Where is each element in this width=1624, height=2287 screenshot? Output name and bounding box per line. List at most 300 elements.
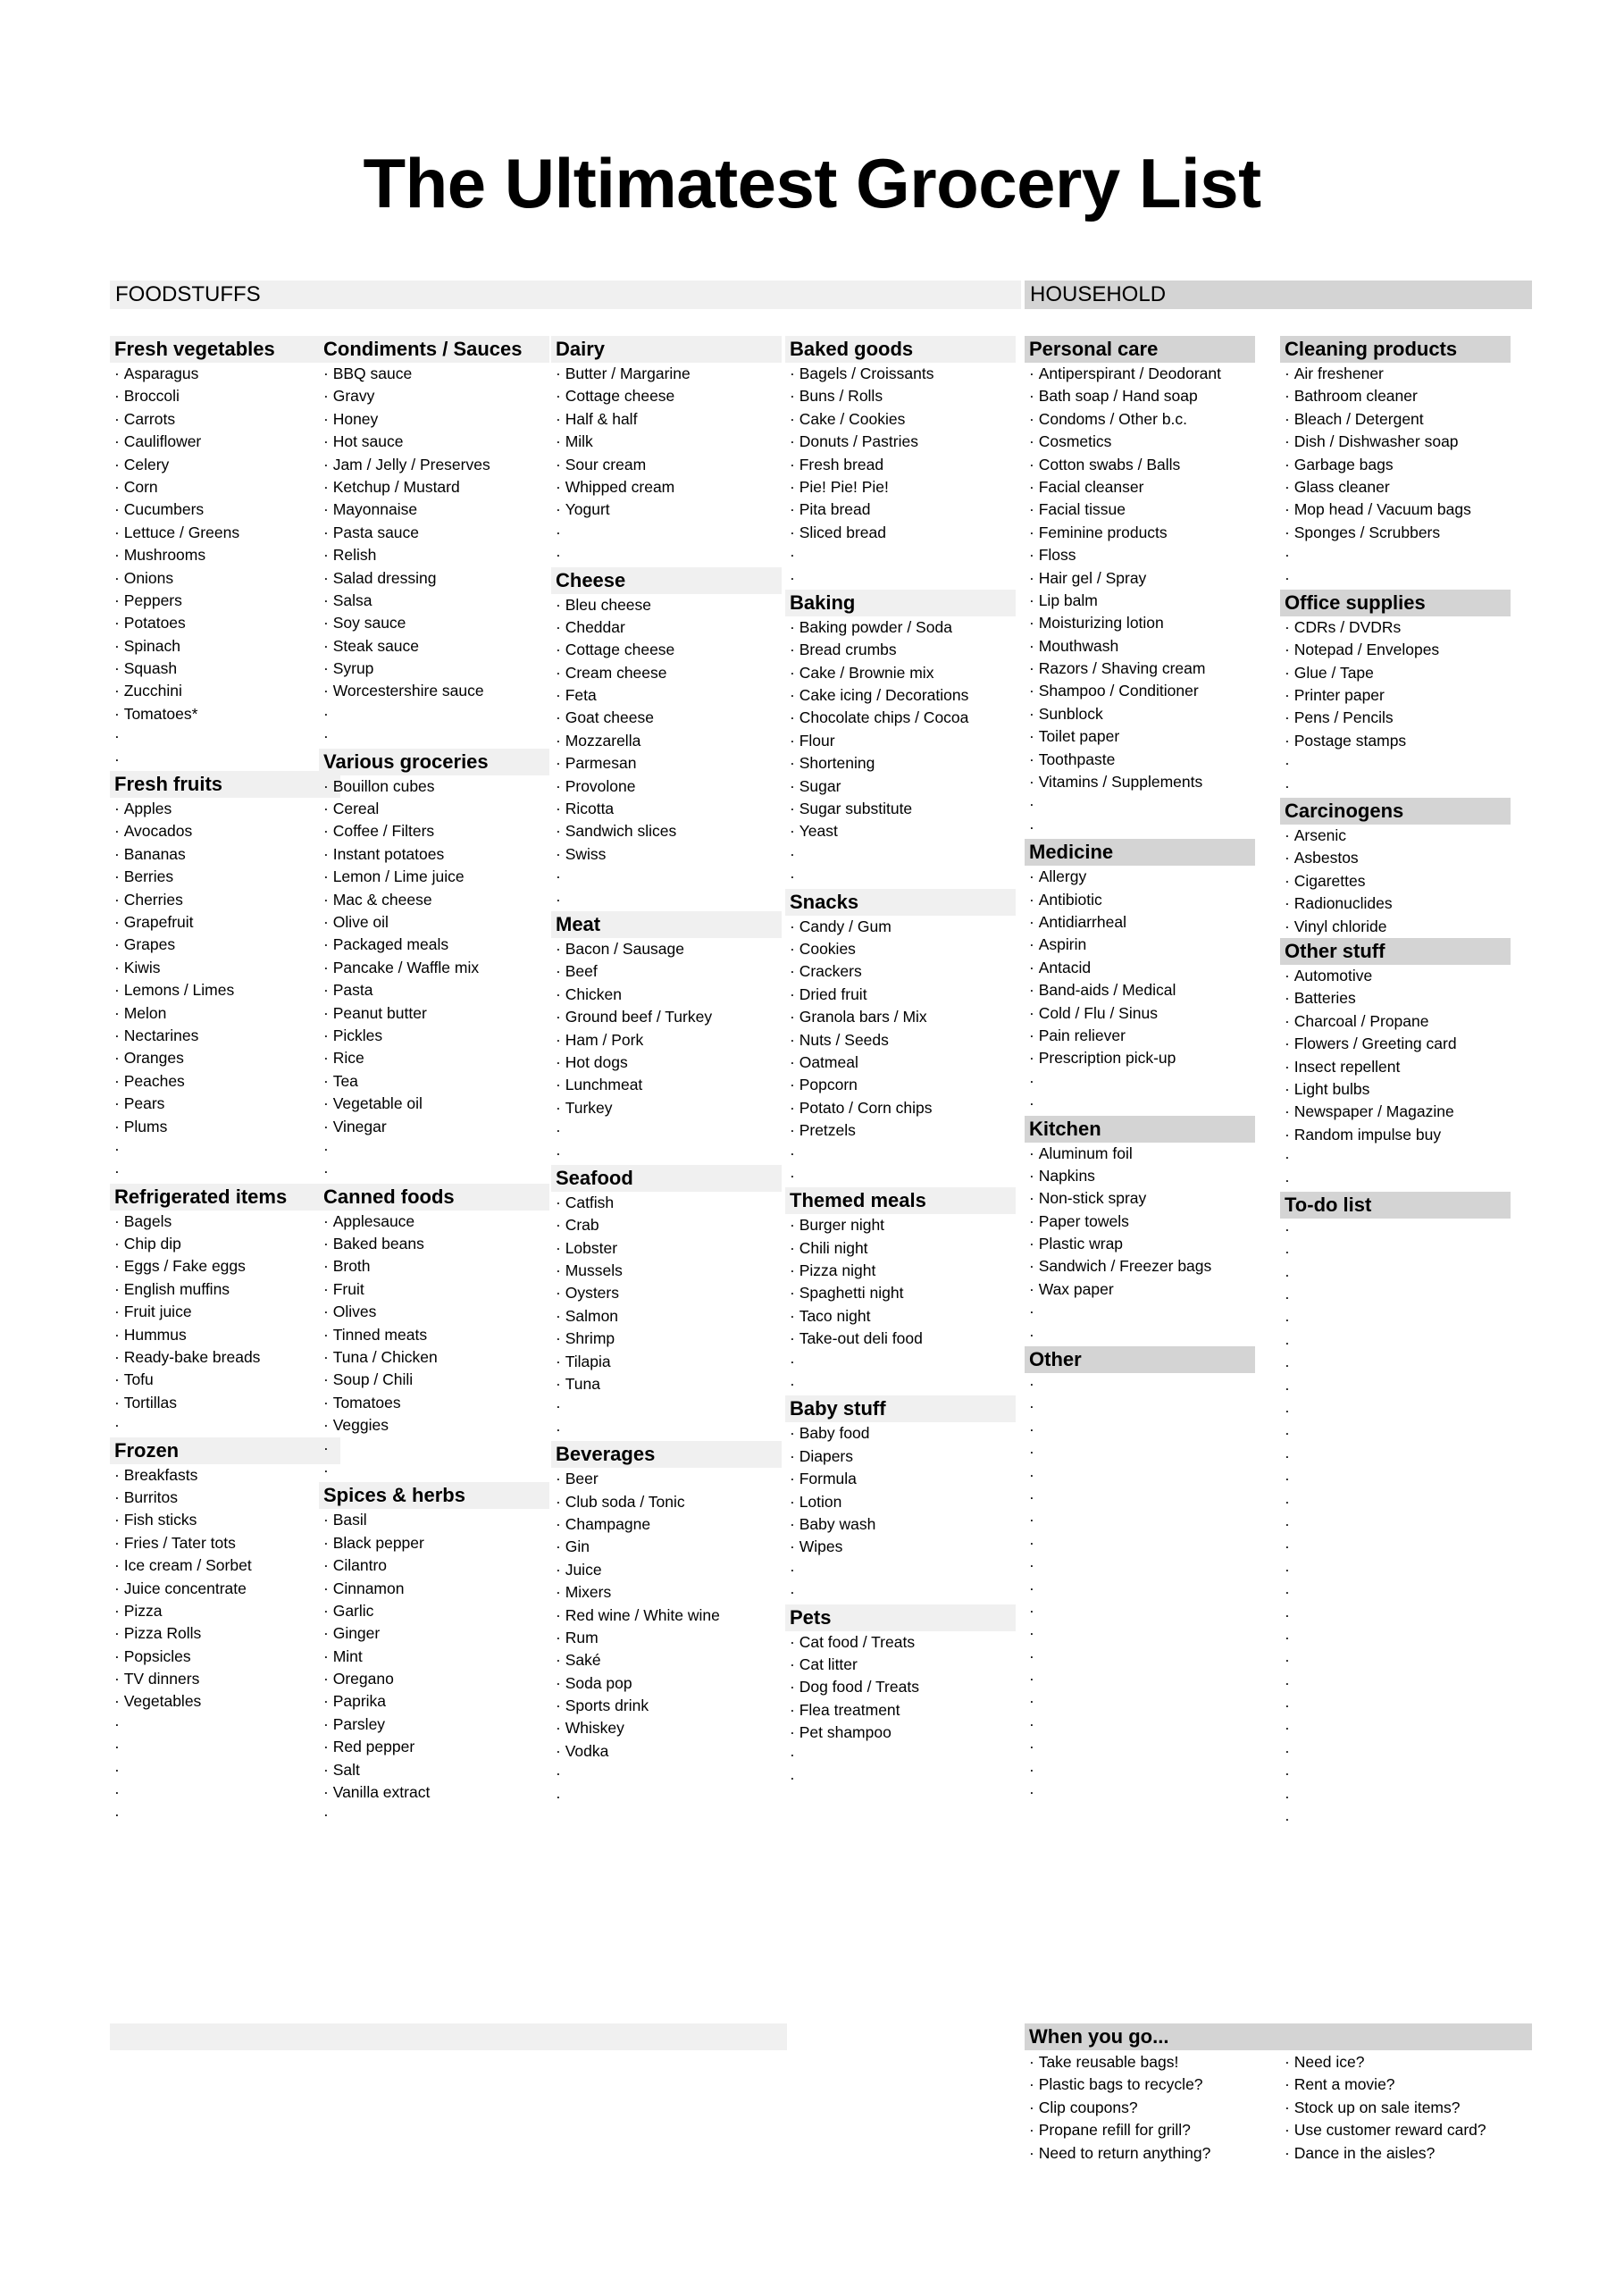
list-item[interactable]: · Dish / Dishwasher soap	[1280, 431, 1511, 453]
list-item[interactable]: · Chocolate chips / Cocoa	[785, 707, 1016, 729]
list-item[interactable]: · Moisturizing lotion	[1025, 612, 1255, 634]
list-item[interactable]: · Chip dip	[110, 1233, 340, 1255]
blank-list-item[interactable]	[1280, 1717, 1511, 1739]
list-item[interactable]: · Champagne	[551, 1513, 782, 1536]
blank-list-item[interactable]	[1280, 1400, 1511, 1422]
list-item[interactable]: · Hot sauce	[319, 431, 549, 453]
blank-list-item[interactable]	[110, 1804, 340, 1826]
blank-list-item[interactable]	[1280, 1422, 1511, 1445]
list-item[interactable]: · Glass cleaner	[1280, 476, 1511, 498]
list-item[interactable]: · Salt	[319, 1759, 549, 1781]
list-item[interactable]: · Ready-bake breads	[110, 1346, 340, 1369]
list-item[interactable]: · Potato / Corn chips	[785, 1097, 1016, 1119]
list-item[interactable]: · Soda pop	[551, 1672, 782, 1695]
list-item[interactable]: · Fries / Tater tots	[110, 1532, 340, 1554]
list-item[interactable]: · Pears	[110, 1093, 340, 1115]
blank-list-item[interactable]	[110, 1781, 340, 1804]
blank-list-item[interactable]	[1025, 1395, 1255, 1418]
list-item[interactable]: · Lunchmeat	[551, 1074, 782, 1096]
list-item[interactable]: · Whipped cream	[551, 476, 782, 498]
list-item[interactable]: · Club soda / Tonic	[551, 1491, 782, 1513]
list-item[interactable]: · Cottage cheese	[551, 639, 782, 661]
list-item[interactable]: · Burritos	[110, 1487, 340, 1509]
list-item[interactable]: · Jam / Jelly / Preserves	[319, 454, 549, 476]
list-item[interactable]: · Wax paper	[1025, 1278, 1255, 1301]
list-item[interactable]: · Fish sticks	[110, 1509, 340, 1531]
blank-list-item[interactable]	[1280, 1146, 1511, 1169]
blank-list-item[interactable]	[1280, 1559, 1511, 1581]
blank-list-item[interactable]	[1280, 752, 1511, 775]
list-item[interactable]: · Light bulbs	[1280, 1078, 1511, 1101]
blank-list-item[interactable]	[1025, 1464, 1255, 1487]
list-item[interactable]: · Mussels	[551, 1260, 782, 1282]
list-item[interactable]: · Facial tissue	[1025, 498, 1255, 521]
list-item[interactable]: · Milk	[551, 431, 782, 453]
blank-list-item[interactable]	[785, 1143, 1016, 1165]
list-item[interactable]: · Relish	[319, 544, 549, 566]
list-item[interactable]: · Antibiotic	[1025, 889, 1255, 911]
list-item[interactable]: · Instant potatoes	[319, 843, 549, 866]
list-item[interactable]: · Arsenic	[1280, 825, 1511, 847]
list-item[interactable]: · Syrup	[319, 658, 549, 680]
list-item[interactable]: · Fresh bread	[785, 454, 1016, 476]
list-item[interactable]: · Peanut butter	[319, 1002, 549, 1025]
blank-list-item[interactable]	[785, 567, 1016, 590]
list-item[interactable]: · Shrimp	[551, 1328, 782, 1350]
list-item[interactable]: · Bath soap / Hand soap	[1025, 385, 1255, 407]
list-item[interactable]: · Celery	[110, 454, 340, 476]
blank-list-item[interactable]	[1025, 1509, 1255, 1531]
list-item[interactable]: · Printer paper	[1280, 684, 1511, 707]
list-item[interactable]: · Antacid	[1025, 957, 1255, 979]
blank-list-item[interactable]	[1280, 1649, 1511, 1671]
list-item[interactable]: · Corn	[110, 476, 340, 498]
list-item[interactable]: · Catfish	[551, 1192, 782, 1214]
list-item[interactable]: · Sandwich / Freezer bags	[1025, 1255, 1255, 1278]
blank-list-item[interactable]	[1280, 1786, 1511, 1808]
list-item[interactable]: · Antiperspirant / Deodorant	[1025, 363, 1255, 385]
reminder-item[interactable]: · Stock up on sale items?	[1280, 2097, 1530, 2119]
list-item[interactable]: · Dog food / Treats	[785, 1676, 1016, 1698]
list-item[interactable]: · Eggs / Fake eggs	[110, 1255, 340, 1278]
reminder-item[interactable]: · Need ice?	[1280, 2051, 1530, 2073]
list-item[interactable]: · Cheddar	[551, 616, 782, 639]
list-item[interactable]: · Band-aids / Medical	[1025, 979, 1255, 1001]
list-item[interactable]: · Worcestershire sauce	[319, 680, 549, 702]
list-item[interactable]: · Gin	[551, 1536, 782, 1558]
reminder-item[interactable]: · Take reusable bags!	[1025, 2051, 1275, 2073]
list-item[interactable]: · Whiskey	[551, 1717, 782, 1739]
list-item[interactable]: · Popsicles	[110, 1646, 340, 1668]
reminder-item[interactable]: · Clip coupons?	[1025, 2097, 1275, 2119]
list-item[interactable]: · Red wine / White wine	[551, 1604, 782, 1627]
list-item[interactable]: · Mop head / Vacuum bags	[1280, 498, 1511, 521]
list-item[interactable]: · Ground beef / Turkey	[551, 1006, 782, 1028]
list-item[interactable]: · Turkey	[551, 1097, 782, 1119]
reminder-item[interactable]: · Need to return anything?	[1025, 2142, 1275, 2165]
list-item[interactable]: · CDRs / DVDRs	[1280, 616, 1511, 639]
blank-list-item[interactable]	[1280, 775, 1511, 798]
list-item[interactable]: · Hot dogs	[551, 1051, 782, 1074]
list-item[interactable]: · Cherries	[110, 889, 340, 911]
list-item[interactable]: · Cake / Brownie mix	[785, 662, 1016, 684]
blank-list-item[interactable]	[551, 522, 782, 544]
blank-list-item[interactable]	[785, 1373, 1016, 1395]
list-item[interactable]: · Radionuclides	[1280, 892, 1511, 915]
list-item[interactable]: · Mushrooms	[110, 544, 340, 566]
list-item[interactable]: · Floss	[1025, 544, 1255, 566]
blank-list-item[interactable]	[1025, 1487, 1255, 1509]
list-item[interactable]: · Pasta sauce	[319, 522, 549, 544]
list-item[interactable]: · Vegetable oil	[319, 1093, 549, 1115]
list-item[interactable]: · Salsa	[319, 590, 549, 612]
list-item[interactable]: · Cosmetics	[1025, 431, 1255, 453]
blank-list-item[interactable]	[110, 1160, 340, 1183]
list-item[interactable]: · Napkins	[1025, 1165, 1255, 1187]
list-item[interactable]: · Sour cream	[551, 454, 782, 476]
list-item[interactable]: · Olives	[319, 1301, 549, 1323]
list-item[interactable]: · Oysters	[551, 1282, 782, 1304]
list-item[interactable]: · Soy sauce	[319, 612, 549, 634]
list-item[interactable]: · Automotive	[1280, 965, 1511, 987]
blank-list-item[interactable]	[551, 1763, 782, 1785]
blank-list-item[interactable]	[785, 1165, 1016, 1187]
list-item[interactable]: · Grapefruit	[110, 911, 340, 934]
blank-list-item[interactable]	[1025, 817, 1255, 839]
blank-list-item[interactable]	[1025, 1668, 1255, 1690]
list-item[interactable]: · Hair gel / Spray	[1025, 567, 1255, 590]
list-item[interactable]: · Basil	[319, 1509, 549, 1531]
list-item[interactable]: · Tinned meats	[319, 1324, 549, 1346]
blank-list-item[interactable]	[1025, 1781, 1255, 1804]
list-item[interactable]: · Baked beans	[319, 1233, 549, 1255]
blank-list-item[interactable]	[551, 544, 782, 566]
list-item[interactable]: · Glue / Tape	[1280, 662, 1511, 684]
list-item[interactable]: · Cotton swabs / Balls	[1025, 454, 1255, 476]
list-item[interactable]: · BBQ sauce	[319, 363, 549, 385]
list-item[interactable]: · Cottage cheese	[551, 385, 782, 407]
blank-list-item[interactable]	[551, 1119, 782, 1142]
list-item[interactable]: · Feminine products	[1025, 522, 1255, 544]
blank-list-item[interactable]	[551, 889, 782, 911]
list-item[interactable]: · Chili night	[785, 1237, 1016, 1260]
list-item[interactable]: · Cream cheese	[551, 662, 782, 684]
list-item[interactable]: · Donuts / Pastries	[785, 431, 1016, 453]
list-item[interactable]: · Mayonnaise	[319, 498, 549, 521]
list-item[interactable]: · Provolone	[551, 775, 782, 798]
blank-list-item[interactable]	[1280, 1627, 1511, 1649]
blank-list-item[interactable]	[1025, 1441, 1255, 1463]
blank-list-item[interactable]	[1025, 793, 1255, 816]
list-item[interactable]: · Tea	[319, 1070, 549, 1093]
list-item[interactable]: · Juice	[551, 1559, 782, 1581]
list-item[interactable]: · Asbestos	[1280, 847, 1511, 869]
list-item[interactable]: · Vanilla extract	[319, 1781, 549, 1804]
blank-list-item[interactable]	[1280, 1763, 1511, 1785]
list-item[interactable]: · Yogurt	[551, 498, 782, 521]
blank-list-item[interactable]	[1280, 1695, 1511, 1717]
list-item[interactable]: · Pie! Pie! Pie!	[785, 476, 1016, 498]
list-item[interactable]: · Butter / Margarine	[551, 363, 782, 385]
blank-list-item[interactable]	[1025, 1532, 1255, 1554]
list-item[interactable]: · Lemon / Lime juice	[319, 866, 549, 888]
blank-list-item[interactable]	[319, 1437, 549, 1460]
blank-list-item[interactable]	[785, 1351, 1016, 1373]
list-item[interactable]: · Garbage bags	[1280, 454, 1511, 476]
list-item[interactable]: · Honey	[319, 408, 549, 431]
list-item[interactable]: · Feta	[551, 684, 782, 707]
list-item[interactable]: · Take-out deli food	[785, 1328, 1016, 1350]
list-item[interactable]: · Cold / Flu / Sinus	[1025, 1002, 1255, 1025]
list-item[interactable]: · Allergy	[1025, 866, 1255, 888]
list-item[interactable]: · Lettuce / Greens	[110, 522, 340, 544]
blank-list-item[interactable]	[785, 544, 1016, 566]
list-item[interactable]: · Ice cream / Sorbet	[110, 1554, 340, 1577]
list-item[interactable]: · Salmon	[551, 1305, 782, 1328]
blank-list-item[interactable]	[1280, 1264, 1511, 1286]
blank-list-item[interactable]	[785, 1767, 1016, 1789]
list-item[interactable]: · Shampoo / Conditioner	[1025, 680, 1255, 702]
list-item[interactable]: · Condoms / Other b.c.	[1025, 408, 1255, 431]
blank-list-item[interactable]	[785, 866, 1016, 888]
blank-list-item[interactable]	[1280, 1219, 1511, 1241]
list-item[interactable]: · Vegetables	[110, 1690, 340, 1713]
blank-list-item[interactable]	[110, 1138, 340, 1160]
list-item[interactable]: · Onions	[110, 567, 340, 590]
list-item[interactable]: · Juice concentrate	[110, 1578, 340, 1600]
list-item[interactable]: · Plums	[110, 1116, 340, 1138]
blank-list-item[interactable]	[1025, 1419, 1255, 1441]
list-item[interactable]: · Saké	[551, 1649, 782, 1671]
list-item[interactable]: · Ham / Pork	[551, 1029, 782, 1051]
list-item[interactable]: · Cauliflower	[110, 431, 340, 453]
blank-list-item[interactable]	[551, 1143, 782, 1165]
list-item[interactable]: · Cat litter	[785, 1654, 1016, 1676]
list-item[interactable]: · Pens / Pencils	[1280, 707, 1511, 729]
list-item[interactable]: · Kiwis	[110, 957, 340, 979]
list-item[interactable]: · Oranges	[110, 1047, 340, 1069]
list-item[interactable]: · Tuna / Chicken	[319, 1346, 549, 1369]
list-item[interactable]: · Rum	[551, 1627, 782, 1649]
list-item[interactable]: · Crab	[551, 1214, 782, 1236]
list-item[interactable]: · Cilantro	[319, 1554, 549, 1577]
list-item[interactable]: · Pizza Rolls	[110, 1622, 340, 1645]
list-item[interactable]: · Taco night	[785, 1305, 1016, 1328]
list-item[interactable]: · Toilet paper	[1025, 725, 1255, 748]
list-item[interactable]: · Zucchini	[110, 680, 340, 702]
list-item[interactable]: · Burger night	[785, 1214, 1016, 1236]
list-item[interactable]: · Beer	[551, 1468, 782, 1490]
list-item[interactable]: · Bleach / Detergent	[1280, 408, 1511, 431]
blank-list-item[interactable]	[1280, 1808, 1511, 1830]
list-item[interactable]: · Fruit	[319, 1278, 549, 1301]
list-item[interactable]: · Granola bars / Mix	[785, 1006, 1016, 1028]
list-item[interactable]: · Bacon / Sausage	[551, 938, 782, 960]
reminder-item[interactable]: · Plastic bags to recycle?	[1025, 2073, 1275, 2096]
list-item[interactable]: · Mint	[319, 1646, 549, 1668]
list-item[interactable]: · Insect repellent	[1280, 1056, 1511, 1078]
list-item[interactable]: · Berries	[110, 866, 340, 888]
list-item[interactable]: · Lemons / Limes	[110, 979, 340, 1001]
blank-list-item[interactable]	[110, 1713, 340, 1736]
list-item[interactable]: · Packaged meals	[319, 934, 549, 956]
list-item[interactable]: · Half & half	[551, 408, 782, 431]
blank-list-item[interactable]	[551, 1419, 782, 1441]
list-item[interactable]: · Toothpaste	[1025, 749, 1255, 771]
list-item[interactable]: · Sandwich slices	[551, 820, 782, 842]
list-item[interactable]: · Rice	[319, 1047, 549, 1069]
list-item[interactable]: · Plastic wrap	[1025, 1233, 1255, 1255]
blank-list-item[interactable]	[319, 1138, 549, 1160]
list-item[interactable]: · Pickles	[319, 1025, 549, 1047]
list-item[interactable]: · Lotion	[785, 1491, 1016, 1513]
list-item[interactable]: · Sliced bread	[785, 522, 1016, 544]
blank-list-item[interactable]	[110, 749, 340, 771]
list-item[interactable]: · Pizza	[110, 1600, 340, 1622]
blank-list-item[interactable]	[1280, 1536, 1511, 1558]
reminder-item[interactable]: · Rent a movie?	[1280, 2073, 1530, 2096]
blank-list-item[interactable]	[1025, 1713, 1255, 1736]
list-item[interactable]: · Tuna	[551, 1373, 782, 1395]
list-item[interactable]: · Cucumbers	[110, 498, 340, 521]
blank-list-item[interactable]	[551, 1395, 782, 1418]
blank-list-item[interactable]	[1280, 1513, 1511, 1536]
blank-list-item[interactable]	[1280, 1169, 1511, 1192]
list-item[interactable]: · Crackers	[785, 960, 1016, 983]
blank-list-item[interactable]	[319, 1460, 549, 1482]
list-item[interactable]: · Carrots	[110, 408, 340, 431]
blank-list-item[interactable]	[1280, 1468, 1511, 1490]
list-item[interactable]: · Baby wash	[785, 1513, 1016, 1536]
list-item[interactable]: · Bathroom cleaner	[1280, 385, 1511, 407]
list-item[interactable]: · Postage stamps	[1280, 730, 1511, 752]
reminder-item[interactable]: · Dance in the aisles?	[1280, 2142, 1530, 2165]
list-item[interactable]: · Bagels	[110, 1211, 340, 1233]
blank-list-item[interactable]	[110, 1759, 340, 1781]
list-item[interactable]: · Red pepper	[319, 1736, 549, 1758]
list-item[interactable]: · Pasta	[319, 979, 549, 1001]
list-item[interactable]: · Non-stick spray	[1025, 1187, 1255, 1210]
list-item[interactable]: · Prescription pick-up	[1025, 1047, 1255, 1069]
list-item[interactable]: · Nuts / Seeds	[785, 1029, 1016, 1051]
blank-list-item[interactable]	[1025, 1324, 1255, 1346]
list-item[interactable]: · Oregano	[319, 1668, 549, 1690]
list-item[interactable]: · Tofu	[110, 1369, 340, 1391]
list-item[interactable]: · Ketchup / Mustard	[319, 476, 549, 498]
list-item[interactable]: · Tomatoes*	[110, 703, 340, 725]
list-item[interactable]: · Grapes	[110, 934, 340, 956]
list-item[interactable]: · Steak sauce	[319, 635, 549, 658]
blank-list-item[interactable]	[110, 725, 340, 748]
list-item[interactable]: · Notepad / Envelopes	[1280, 639, 1511, 661]
list-item[interactable]: · Sugar substitute	[785, 798, 1016, 820]
list-item[interactable]: · Mozzarella	[551, 730, 782, 752]
list-item[interactable]: · Flowers / Greeting card	[1280, 1033, 1511, 1055]
blank-list-item[interactable]	[785, 1744, 1016, 1766]
list-item[interactable]: · English muffins	[110, 1278, 340, 1301]
list-item[interactable]: · Paper towels	[1025, 1211, 1255, 1233]
blank-list-item[interactable]	[1025, 1301, 1255, 1323]
list-item[interactable]: · Lobster	[551, 1237, 782, 1260]
list-item[interactable]: · Spaghetti night	[785, 1282, 1016, 1304]
blank-list-item[interactable]	[1025, 1578, 1255, 1600]
list-item[interactable]: · Mixers	[551, 1581, 782, 1604]
list-item[interactable]: · Baby food	[785, 1422, 1016, 1445]
list-item[interactable]: · Tilapia	[551, 1351, 782, 1373]
list-item[interactable]: · Baking powder / Soda	[785, 616, 1016, 639]
list-item[interactable]: · Applesauce	[319, 1211, 549, 1233]
list-item[interactable]: · Pita bread	[785, 498, 1016, 521]
list-item[interactable]: · Popcorn	[785, 1074, 1016, 1096]
list-item[interactable]: · Parsley	[319, 1713, 549, 1736]
list-item[interactable]: · Spinach	[110, 635, 340, 658]
blank-list-item[interactable]	[1280, 1309, 1511, 1331]
list-item[interactable]: · Broccoli	[110, 385, 340, 407]
list-item[interactable]: · Razors / Shaving cream	[1025, 658, 1255, 680]
list-item[interactable]: · Random impulse buy	[1280, 1124, 1511, 1146]
blank-list-item[interactable]	[1280, 1740, 1511, 1763]
blank-list-item[interactable]	[110, 1414, 340, 1437]
blank-list-item[interactable]	[1280, 1604, 1511, 1627]
blank-list-item[interactable]	[1280, 1241, 1511, 1263]
blank-list-item[interactable]	[1280, 567, 1511, 590]
list-item[interactable]: · Sponges / Scrubbers	[1280, 522, 1511, 544]
list-item[interactable]: · Bananas	[110, 843, 340, 866]
list-item[interactable]: · Peppers	[110, 590, 340, 612]
list-item[interactable]: · Goat cheese	[551, 707, 782, 729]
list-item[interactable]: · Flea treatment	[785, 1699, 1016, 1722]
list-item[interactable]: · Nectarines	[110, 1025, 340, 1047]
list-item[interactable]: · Squash	[110, 658, 340, 680]
blank-list-item[interactable]	[1025, 1600, 1255, 1622]
list-item[interactable]: · Cookies	[785, 938, 1016, 960]
list-item[interactable]: · Antidiarrheal	[1025, 911, 1255, 934]
list-item[interactable]: · Chicken	[551, 984, 782, 1006]
list-item[interactable]: · Diapers	[785, 1445, 1016, 1468]
blank-list-item[interactable]	[1025, 1690, 1255, 1713]
list-item[interactable]: · Flour	[785, 730, 1016, 752]
blank-list-item[interactable]	[1025, 1736, 1255, 1758]
blank-list-item[interactable]	[319, 1804, 549, 1826]
list-item[interactable]: · Sugar	[785, 775, 1016, 798]
blank-list-item[interactable]	[1280, 1491, 1511, 1513]
list-item[interactable]: · Cake / Cookies	[785, 408, 1016, 431]
list-item[interactable]: · Broth	[319, 1255, 549, 1278]
list-item[interactable]: · Vodka	[551, 1740, 782, 1763]
blank-list-item[interactable]	[1025, 1759, 1255, 1781]
list-item[interactable]: · Tortillas	[110, 1392, 340, 1414]
list-item[interactable]: · Batteries	[1280, 987, 1511, 1009]
list-item[interactable]: · TV dinners	[110, 1668, 340, 1690]
list-item[interactable]: · Veggies	[319, 1414, 549, 1437]
list-item[interactable]: · Newspaper / Magazine	[1280, 1101, 1511, 1123]
blank-list-item[interactable]	[785, 1559, 1016, 1581]
list-item[interactable]: · Pain reliever	[1025, 1025, 1255, 1047]
list-item[interactable]: · Vinegar	[319, 1116, 549, 1138]
list-item[interactable]: · Pretzels	[785, 1119, 1016, 1142]
list-item[interactable]: · Mouthwash	[1025, 635, 1255, 658]
blank-list-item[interactable]	[1280, 1445, 1511, 1468]
blank-list-item[interactable]	[1025, 1070, 1255, 1093]
list-item[interactable]: · Pizza night	[785, 1260, 1016, 1282]
list-item[interactable]: · Candy / Gum	[785, 916, 1016, 938]
blank-list-item[interactable]	[1280, 1354, 1511, 1377]
blank-list-item[interactable]	[1280, 1672, 1511, 1695]
list-item[interactable]: · Asparagus	[110, 363, 340, 385]
list-item[interactable]: · Oatmeal	[785, 1051, 1016, 1074]
list-item[interactable]: · Shortening	[785, 752, 1016, 775]
list-item[interactable]: · Bleu cheese	[551, 594, 782, 616]
